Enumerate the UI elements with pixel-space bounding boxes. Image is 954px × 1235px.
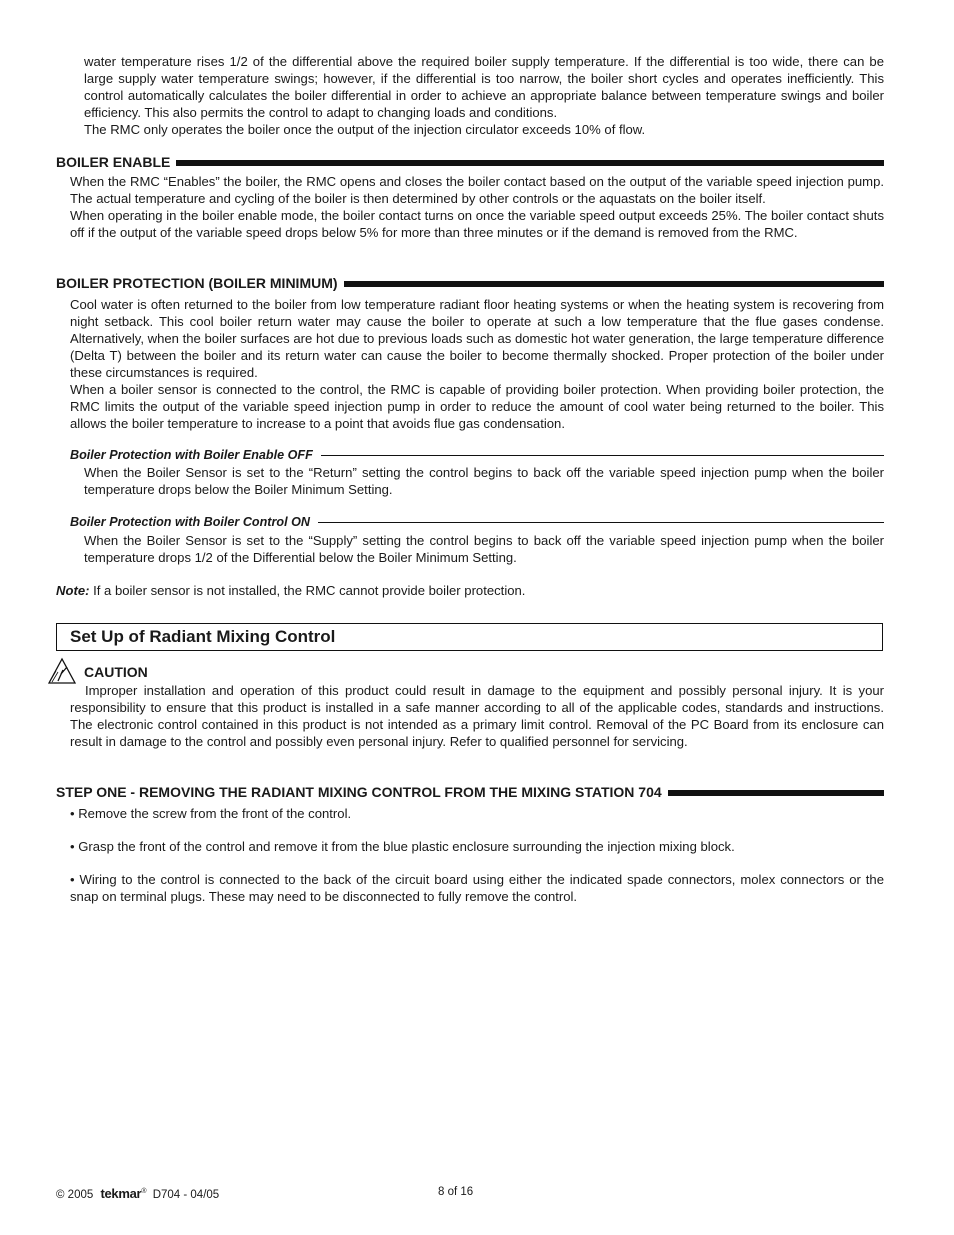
- subheading-enable-off: [70, 448, 884, 462]
- subheading-control-on-text: Boiler Protection with Boiler Control ON: [70, 515, 310, 529]
- subheading-rule: [318, 522, 884, 524]
- caution-label: CAUTION: [84, 664, 148, 680]
- brand-logo: tekmar: [100, 1186, 142, 1201]
- enable-off-section: [84, 464, 884, 498]
- note: [56, 582, 884, 599]
- heading-rule: [176, 160, 884, 166]
- heading-rule: [668, 790, 884, 796]
- copyright: © 2005: [56, 1189, 94, 1201]
- page-number: 8 of 16: [438, 1186, 474, 1198]
- doc-code: D704 - 04/05: [152, 1189, 220, 1201]
- note-label: Note:: [56, 583, 90, 598]
- list-item: • Remove the screw from the front of the control.: [70, 806, 352, 821]
- step-one-heading: [56, 784, 884, 800]
- step-one-heading-text: STEP ONE - REMOVING THE RADIANT MIXING CONTROL FROM THE MIXING STATION 704: [56, 784, 662, 800]
- footer-left: [56, 1186, 219, 1201]
- subheading-rule: [321, 455, 884, 457]
- subheading-control-on: [70, 515, 884, 529]
- boiler-protection-heading-text: BOILER PROTECTION (BOILER MINIMUM): [56, 275, 338, 291]
- step-one-list: [70, 805, 884, 905]
- intro-paragraph-2: The RMC only operates the boiler once the output of the injection circulator exceeds 10% of flow.: [84, 122, 646, 137]
- note-text: If a boiler sensor is not installed, the RMC cannot provide boiler protection.: [89, 583, 526, 598]
- list-item: • Grasp the front of the control and remove it from the blue plastic enclosure surrounding the injection mixing block.: [70, 839, 735, 854]
- boiler-protection-paragraph-1: Cool water is often returned to the boiler from low temperature radiant floor heating systems or when the heating system is recovering from night setback. This cool boiler return water may cause the boiler to operate at such a low temperature that the flue gases condense. Alternatively, when the boiler surfaces are hot due to previous loads such as domestic hot water generation, the large temperature difference (Delta T) between the boiler and its return water can cause the boiler to become thermally shocked. Proper protection of the boiler under these circumstances is required.: [70, 297, 884, 380]
- boiler-enable-paragraph-1: When the RMC “Enables” the boiler, the RMC opens and closes the boiler contact based on the output of the variable speed injection pump. The actual temperature and cycling of the boiler is then determined by other controls or the aquastats on the boiler itself.: [70, 174, 884, 206]
- intro-section: [84, 53, 884, 138]
- boiler-protection-paragraph-2: When a boiler sensor is connected to the control, the RMC is capable of providing boiler protection. When providing boiler protection, the RMC limits the output of the variable speed injection pump in order to reduce the amount of cool water being returned to the boiler. This allows the boiler temperature to increase to a point that avoids flue gas condensation.: [70, 382, 884, 431]
- list-item: • Wiring to the control is connected to the back of the circuit board using either the indicated spade connectors, molex connectors or the snap on terminal plugs. These may need to be disconnected to fully remove the control.: [70, 872, 884, 904]
- boiler-protection-heading: [56, 275, 884, 291]
- subheading-enable-off-text: Boiler Protection with Boiler Enable OFF: [70, 448, 313, 462]
- caution-text: Improper installation and operation of this product could result in damage to the equipment and possibly personal injury. It is your responsibility to ensure that this product is installed in a safe manner according to all of the applicable codes, standards and instructions. The electronic control contained in this product is not intended as a primary limit control. Removal of the PC Board from its enclosure can result in damage to the control and possibly even personal injury. Refer to qualified personnel for servicing.: [70, 683, 884, 749]
- setup-section-title-box: [56, 623, 883, 651]
- setup-section-title: Set Up of Radiant Mixing Control: [70, 627, 336, 646]
- control-on-text: When the Boiler Sensor is set to the “Supply” setting the control begins to back off the variable speed injection pump when the boiler temperature drops 1/2 of the Differential below the Boiler Minimum Setting.: [84, 533, 884, 565]
- boiler-enable-heading-text: BOILER ENABLE: [56, 154, 171, 170]
- boiler-enable-section: [70, 173, 884, 241]
- registered-mark: ®: [141, 1188, 147, 1196]
- caution-section: [70, 682, 884, 750]
- intro-paragraph-1: water temperature rises 1/2 of the differential above the required boiler supply temperature. If the differential is too wide, there can be large supply water temperature swings; however, if the differential is too narrow, the boiler short cycles and operates inefficiently. This control automatically calculates the boiler differential in order to achieve an appropriate balance between temperature swings and boiler efficiency. This also permits the control to adapt to changing loads and conditions.: [84, 54, 884, 120]
- caution-warning-icon: [46, 657, 80, 685]
- control-on-section: [84, 532, 884, 566]
- boiler-protection-section: [70, 296, 884, 432]
- enable-off-text: When the Boiler Sensor is set to the “Return” setting the control begins to back off the variable speed injection pump when the boiler temperature drops below the Boiler Minimum Setting.: [84, 465, 884, 497]
- boiler-enable-heading: [56, 154, 884, 170]
- boiler-enable-paragraph-2: When operating in the boiler enable mode, the boiler contact turns on once the variable speed output exceeds 25%. The boiler contact shuts off if the output of the variable speed drops below 5% for more than three minutes or if the demand is removed from the RMC.: [70, 208, 884, 240]
- heading-rule: [344, 281, 884, 287]
